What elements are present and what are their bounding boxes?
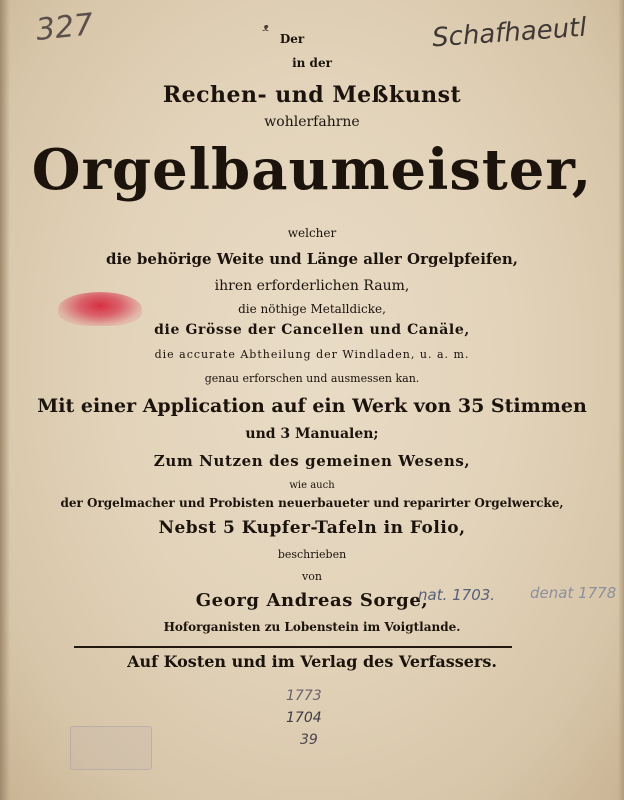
handwritten-year-2: 1704: [286, 710, 322, 726]
handwritten-mark: ᵜ: [262, 20, 270, 39]
title-line-behoerige: die behörige Weite und Länge aller Orgelpfeifen,: [105, 250, 519, 268]
title-line-orgelmacher: der Orgelmacher und Probisten neuerbaueter und reparirter Orgelwercke,: [60, 496, 564, 510]
title-line-application: Mit einer Application auf ein Werk von 35 Stimmen: [37, 395, 587, 417]
title-line-der: Der: [279, 32, 305, 46]
title-line-in-der: in der: [292, 56, 332, 70]
title-line-rechen: Rechen- und Meßkunst: [162, 82, 462, 108]
handwritten-number-39: 39: [300, 732, 318, 748]
title-line-cancellen: die Grösse der Cancellen und Canäle,: [154, 322, 470, 338]
author-name: Georg Andreas Sorge,: [195, 590, 429, 611]
title-line-kupfer-tafeln: Nebst 5 Kupfer-Tafeln in Folio,: [158, 518, 466, 538]
handwritten-death-note: denat 1778: [530, 584, 617, 602]
title-line-manualen: und 3 Manualen;: [245, 426, 379, 442]
title-line-welcher: welcher: [287, 226, 337, 240]
handwritten-shelf-number: 327: [34, 7, 95, 48]
main-title: Orgelbaumeister,: [31, 137, 593, 203]
title-line-raum: ihren erforderlichen Raum,: [214, 278, 410, 294]
title-line-accurate: die accurate Abtheilung der Windladen, u. a. m.: [154, 348, 470, 361]
title-line-metalldicke: die nöthige Metalldicke,: [238, 302, 386, 316]
title-line-genau: genau erforschen und ausmessen kan.: [204, 372, 420, 385]
faded-library-stamp: [70, 726, 152, 770]
title-line-von: von: [302, 570, 322, 583]
imprint-divider-rule: [74, 646, 512, 648]
author-position: Hoforganisten zu Lobenstein im Voigtlande.: [163, 620, 461, 634]
imprint-line: Auf Kosten und im Verlag des Verfassers.: [127, 652, 497, 671]
title-line-wohlerfahrne: wohlerfahrne: [264, 114, 360, 130]
handwritten-year-1: 1773: [286, 688, 322, 704]
handwritten-birth-note: nat. 1703.: [418, 586, 496, 604]
title-line-nutzen: Zum Nutzen des gemeinen Wesens,: [153, 452, 471, 470]
handwritten-owner-signature: Schafhaeutl: [431, 12, 588, 54]
title-line-beschrieben: beschrieben: [277, 548, 347, 561]
title-line-wie-auch: wie auch: [289, 480, 335, 491]
